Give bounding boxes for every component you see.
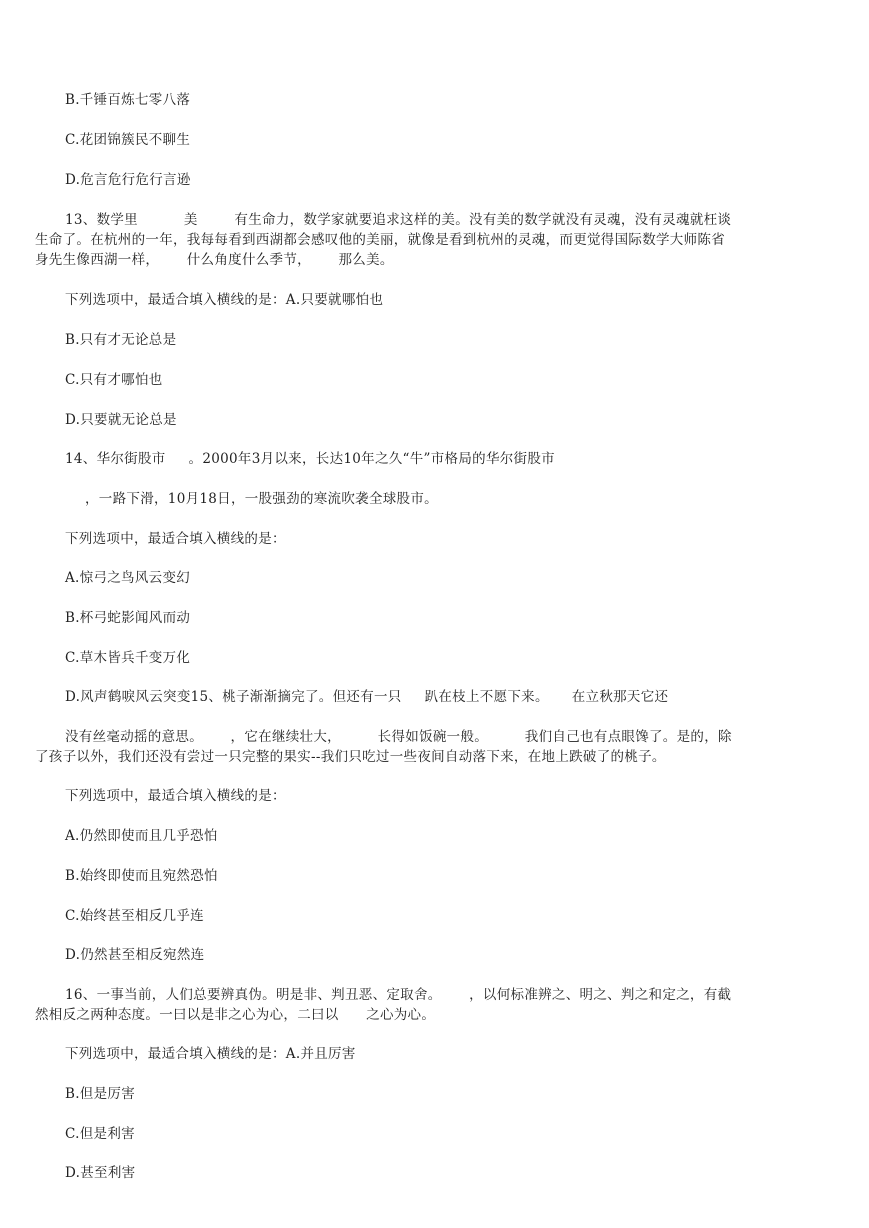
option-b-q13: B.只有才无论总是	[65, 332, 177, 348]
option-d-q13: D.只要就无论总是	[65, 412, 177, 428]
option-d-q16: D.甚至利害	[65, 1165, 136, 1181]
question-14-line-2: ，一路下滑，10月18日，一股强劲的寒流吹袭全球股市。	[85, 491, 438, 507]
option-c-q14: C.草木皆兵千变万化	[65, 650, 191, 666]
option-b-q12: B.千锤百炼七零八落	[65, 92, 191, 108]
option-c-q12: C.花团锦簇民不聊生	[65, 132, 191, 148]
question-15-line-2: 没有丝毫动摇的意思。 ，它在继续壮大， 长得如饭碗一般。 我们自己也有点眼馋了。是的，除	[65, 729, 732, 745]
question-15-line-3: 了孩子以外，我们还没有尝过一只完整的果实--我们只吃过一些夜间自动落下来，在地上跌破了的桃子。	[35, 749, 666, 765]
option-d-q14-and-question-15: D.风声鹤唳风云突变15、桃子渐渐摘完了。但还有一只 趴在枝上不愿下来。 在立秋那天它还	[65, 689, 669, 705]
option-b-q15: B.始终即使而且宛然恐怕	[65, 868, 218, 884]
question-15-prompt: 下列选项中，最适合填入横线的是：	[65, 788, 286, 804]
question-14-line-1: 14、华尔街股市 。2000年3月以来，长达10年之久“牛”市格局的华尔街股市	[65, 451, 555, 467]
option-d-q12: D.危言危行危行言逊	[65, 172, 191, 188]
question-13-line-1: 13、数学里 美 有生命力，数学家就要追求这样的美。没有美的数学就没有灵魂，没有灵魂就枉谈	[65, 212, 732, 228]
option-b-q16: B.但是厉害	[65, 1086, 136, 1102]
question-13-prompt: 下列选项中，最适合填入横线的是：A.只要就哪怕也	[65, 292, 384, 308]
option-a-q15: A.仍然即使而且几乎恐怕	[65, 828, 218, 844]
option-c-q16: C.但是利害	[65, 1126, 135, 1142]
option-c-q15: C.始终甚至相反几乎连	[65, 908, 204, 924]
question-16-line-1: 16、一事当前，人们总要辨真伪。明是非、判丑恶、定取舍。 ，以何标准辨之、明之、判之和定之，有截	[65, 987, 732, 1003]
question-13-line-2: 生命了。在杭州的一年，我每每看到西湖都会感叹他的美丽，就像是看到杭州的灵魂，而更觉得国际数学大师陈省	[35, 232, 725, 248]
option-d-q15: D.仍然甚至相反宛然连	[65, 947, 205, 963]
question-16-prompt: 下列选项中，最适合填入横线的是：A.并且厉害	[65, 1046, 356, 1062]
option-b-q14: B.杯弓蛇影闻风而动	[65, 610, 191, 626]
question-13-line-3: 身先生像西湖一样， 什么角度什么季节， 那么美。	[35, 252, 394, 268]
question-14-prompt: 下列选项中，最适合填入横线的是：	[65, 531, 286, 547]
option-a-q14: A.惊弓之鸟风云变幻	[65, 570, 191, 586]
question-16-line-2: 然相反之两种态度。一曰以是非之心为心，二曰以 之心为心。	[35, 1007, 436, 1023]
option-c-q13: C.只有才哪怕也	[65, 372, 163, 388]
